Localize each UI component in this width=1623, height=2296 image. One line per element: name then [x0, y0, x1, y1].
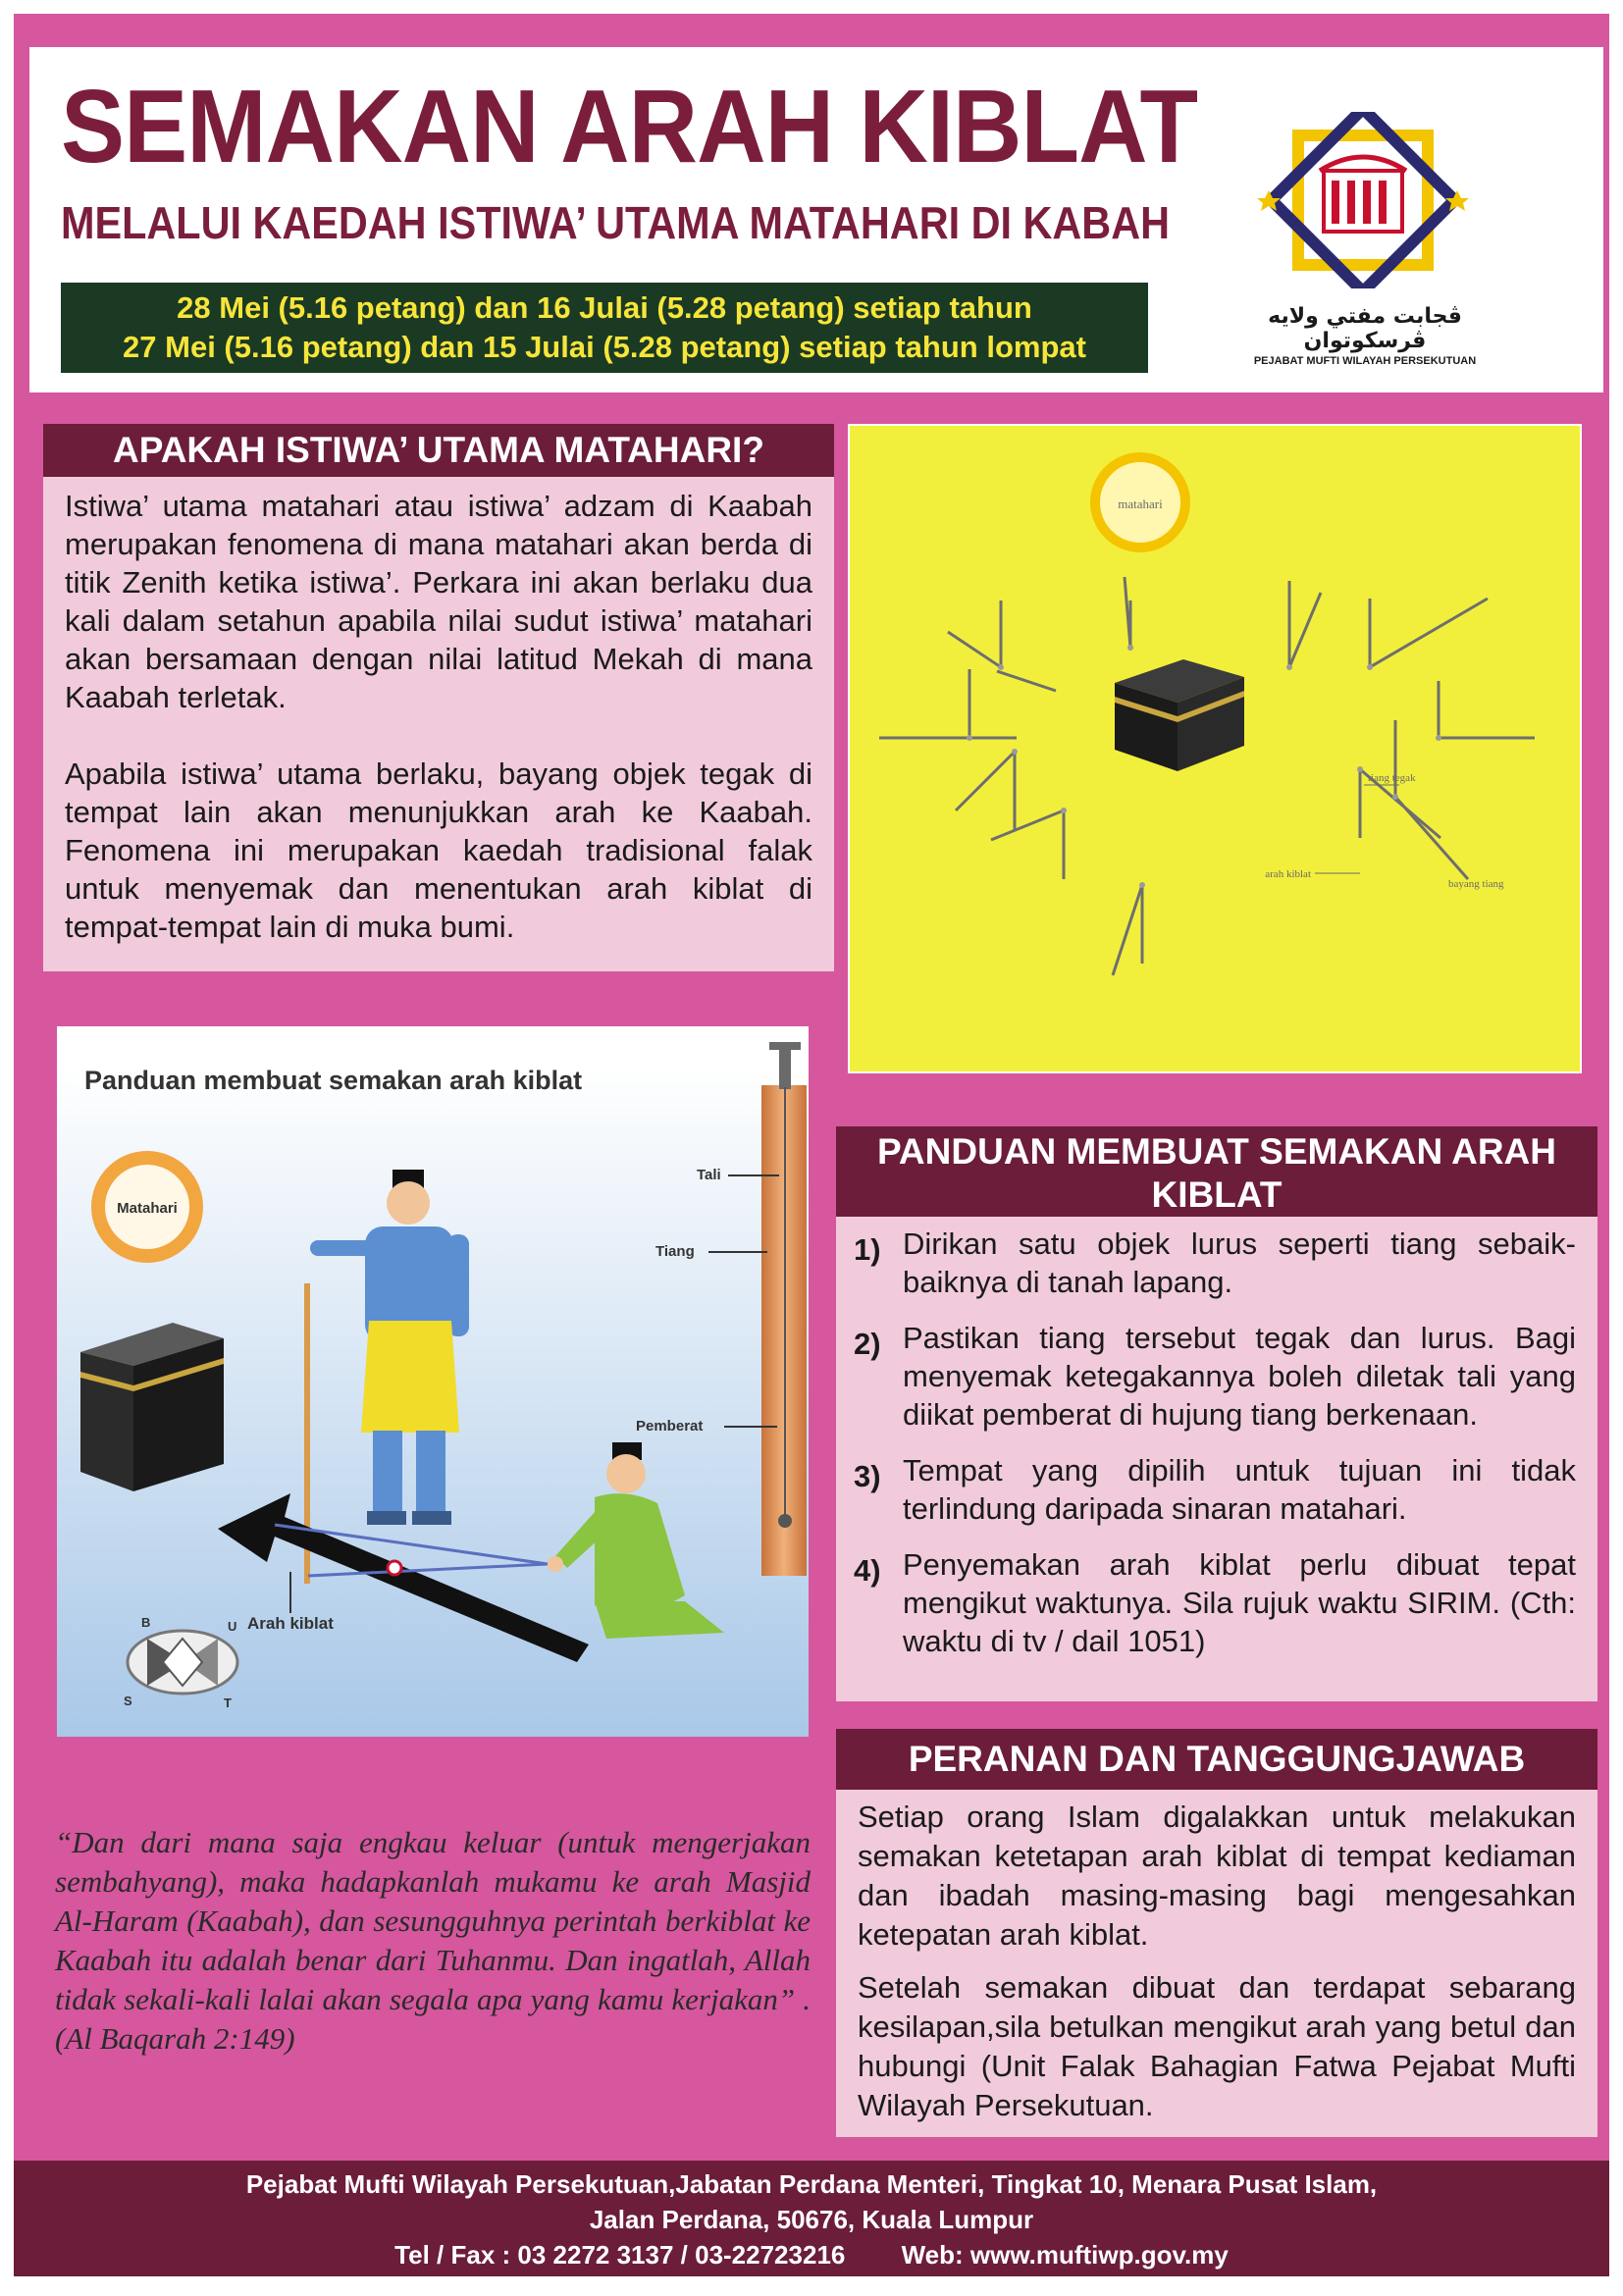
compass-west: T [224, 1696, 232, 1710]
footer-address-1: Pejabat Mufti Wilayah Persekutuan,Jabatan Perdana Menteri, Tingkat 10, Menara Pusat Islam, [245, 2169, 1378, 2199]
guide-illustration [57, 1026, 809, 1737]
guide-qibla-label: Arah kiblat [247, 1614, 334, 1633]
footer-contact [14, 2237, 1609, 2272]
step-number: 1) [854, 1232, 881, 1267]
diagram-qibla-label: arah kiblat [1265, 868, 1311, 880]
logo-jawi-text: ڤجابت مفتي ولايه ڤرسكوتوان [1268, 304, 1462, 353]
panduan-step [854, 1451, 1576, 1528]
plumb-pole-icon [761, 1042, 807, 1576]
compass-east: U [228, 1619, 237, 1634]
guide-pole-label: Tiang [655, 1243, 695, 1260]
diagram-shadow-label: bayang tiang [1448, 878, 1504, 890]
panduan-panel [836, 1217, 1597, 1701]
logo-caption [1223, 304, 1507, 367]
compass-north: B [141, 1615, 151, 1630]
footer-web: Web: www.muftiwp.gov.my [901, 2240, 1229, 2270]
guide-kaabah-icon [80, 1323, 224, 1491]
step-number: 4) [854, 1553, 881, 1588]
step-number: 3) [854, 1459, 881, 1493]
istiwa-heading: APAKAH ISTIWA’ UTAMA MATAHARI? [43, 424, 834, 477]
footer [14, 2161, 1609, 2276]
pole-shadows [879, 577, 1535, 975]
guide-illustration-svg [57, 1026, 809, 1737]
guide-sun-label: Matahari [117, 1200, 178, 1217]
istiwa-paragraph-2: Apabila istiwa’ utama berlaku, bayang objek tegak di tempat lain akan menunjukkan arah ke Kaabah. Fenomena ini merupakan kaedah tradisional falak untuk menyemak dan menentukan arah kiblat di tempat-tempat lain di muka bumi. [65, 757, 812, 944]
panduan-step [854, 1319, 1576, 1434]
guide-title: Panduan membuat semakan arah kiblat [84, 1066, 583, 1095]
date-line-1: 28 Mei (5.16 petang) dan 16 Julai (5.28 petang) setiap tahun [177, 290, 1032, 325]
peranan-panel [836, 1790, 1597, 2137]
step-text: Penyemakan arah kiblat perlu dibuat tepat mengikut waktunya. Sila rujuk waktu SIRIM. (Cth: waktu di tv / dail 1051) [903, 1547, 1576, 1658]
step-text: Pastikan tiang tersebut tegak dan lurus. Bagi menyemak ketegakannya boleh diletak tali yang diikat pemberat di hujung tiang berkenaan. [903, 1321, 1576, 1432]
peranan-paragraph-1: Setiap orang Islam digalakkan untuk melakukan semakan ketetapan arah kiblat di tempat kediaman dan ibadah masing-masing bagi mengesahkan ketepatan arah kiblat. [858, 1800, 1576, 1952]
compass-south: S [124, 1694, 132, 1708]
diagram-pole-label: tiang tegak [1368, 772, 1416, 784]
peranan-heading: PERANAN DAN TANGGUNGJAWAB [836, 1729, 1597, 1790]
step-text: Dirikan satu objek lurus seperti tiang sebaik-baiknya di tanah lapang. [903, 1226, 1576, 1299]
page-title: SEMAKAN ARAH KIBLAT [61, 69, 1198, 184]
step-text: Tempat yang dipilih untuk tujuan ini tidak terlindung daripada sinaran matahari. [903, 1453, 1576, 1526]
istiwa-diagram-svg [850, 426, 1580, 1071]
page-subtitle: MELALUI KAEDAH ISTIWA’ UTAMA MATAHARI DI KABAH [61, 197, 1170, 248]
guide-weight-label: Pemberat [636, 1418, 704, 1435]
diagram-sun-label: matahari [1118, 496, 1163, 511]
footer-phone: Tel / Fax : 03 2272 3137 / 03-22723216 [394, 2240, 846, 2270]
footer-address-2: Jalan Perdana, 50676, Kuala Lumpur [589, 2205, 1034, 2234]
peranan-paragraph-2: Setelah semakan dibuat dan terdapat sebarang kesilapan,sila betulkan mengikut arah yang betul dan hubungi (Unit Falak Bahagian Fatwa Pejabat Mufti Wilayah Persekutuan. [858, 1970, 1576, 2122]
logo-name: PEJABAT MUFTI WILAYAH PERSEKUTUAN [1253, 355, 1477, 367]
mufti-logo-icon [1238, 112, 1488, 288]
istiwa-panel [43, 477, 834, 971]
kaabah-icon [1115, 659, 1244, 771]
header [29, 47, 1603, 392]
panduan-heading: PANDUAN MEMBUAT SEMAKAN ARAH KIBLAT [836, 1126, 1597, 1217]
istiwa-paragraph-1: Istiwa’ utama matahari atau istiwa’ adzam di Kaabah merupakan fenomena di mana matahari akan berda di titik Zenith ketika istiwa’. Perkara ini akan berlaku dua kali dalam setahun apabila nilai sudut istiwa’ matahari akan bersamaan dengan nilai latitud Mekah di mana Kaabah terletak. [65, 489, 812, 714]
compass-icon [128, 1631, 237, 1694]
guide-string-label: Tali [697, 1167, 721, 1183]
step-number: 2) [854, 1327, 881, 1361]
dates-box [61, 283, 1148, 373]
panduan-step [854, 1545, 1576, 1660]
panduan-step [854, 1225, 1576, 1301]
istiwa-diagram [848, 424, 1582, 1073]
date-line-2: 27 Mei (5.16 petang) dan 15 Julai (5.28 petang) setiap tahun lompat [123, 330, 1086, 364]
quran-quote: “Dan dari mana saja engkau keluar (untuk mengerjakan sembahyang), maka hadapkanlah mukamu ke arah Masjid Al-Haram (Kaabah), dan sesungguhnya perintah berkiblat ke Kaabah itu adalah benar dari Tuhanmu. Dan ingatlah, Allah tidak sekali-kali lalai akan segala apa yang kamu kerjakan” .(Al Baqarah 2:149) [55, 1825, 811, 2056]
